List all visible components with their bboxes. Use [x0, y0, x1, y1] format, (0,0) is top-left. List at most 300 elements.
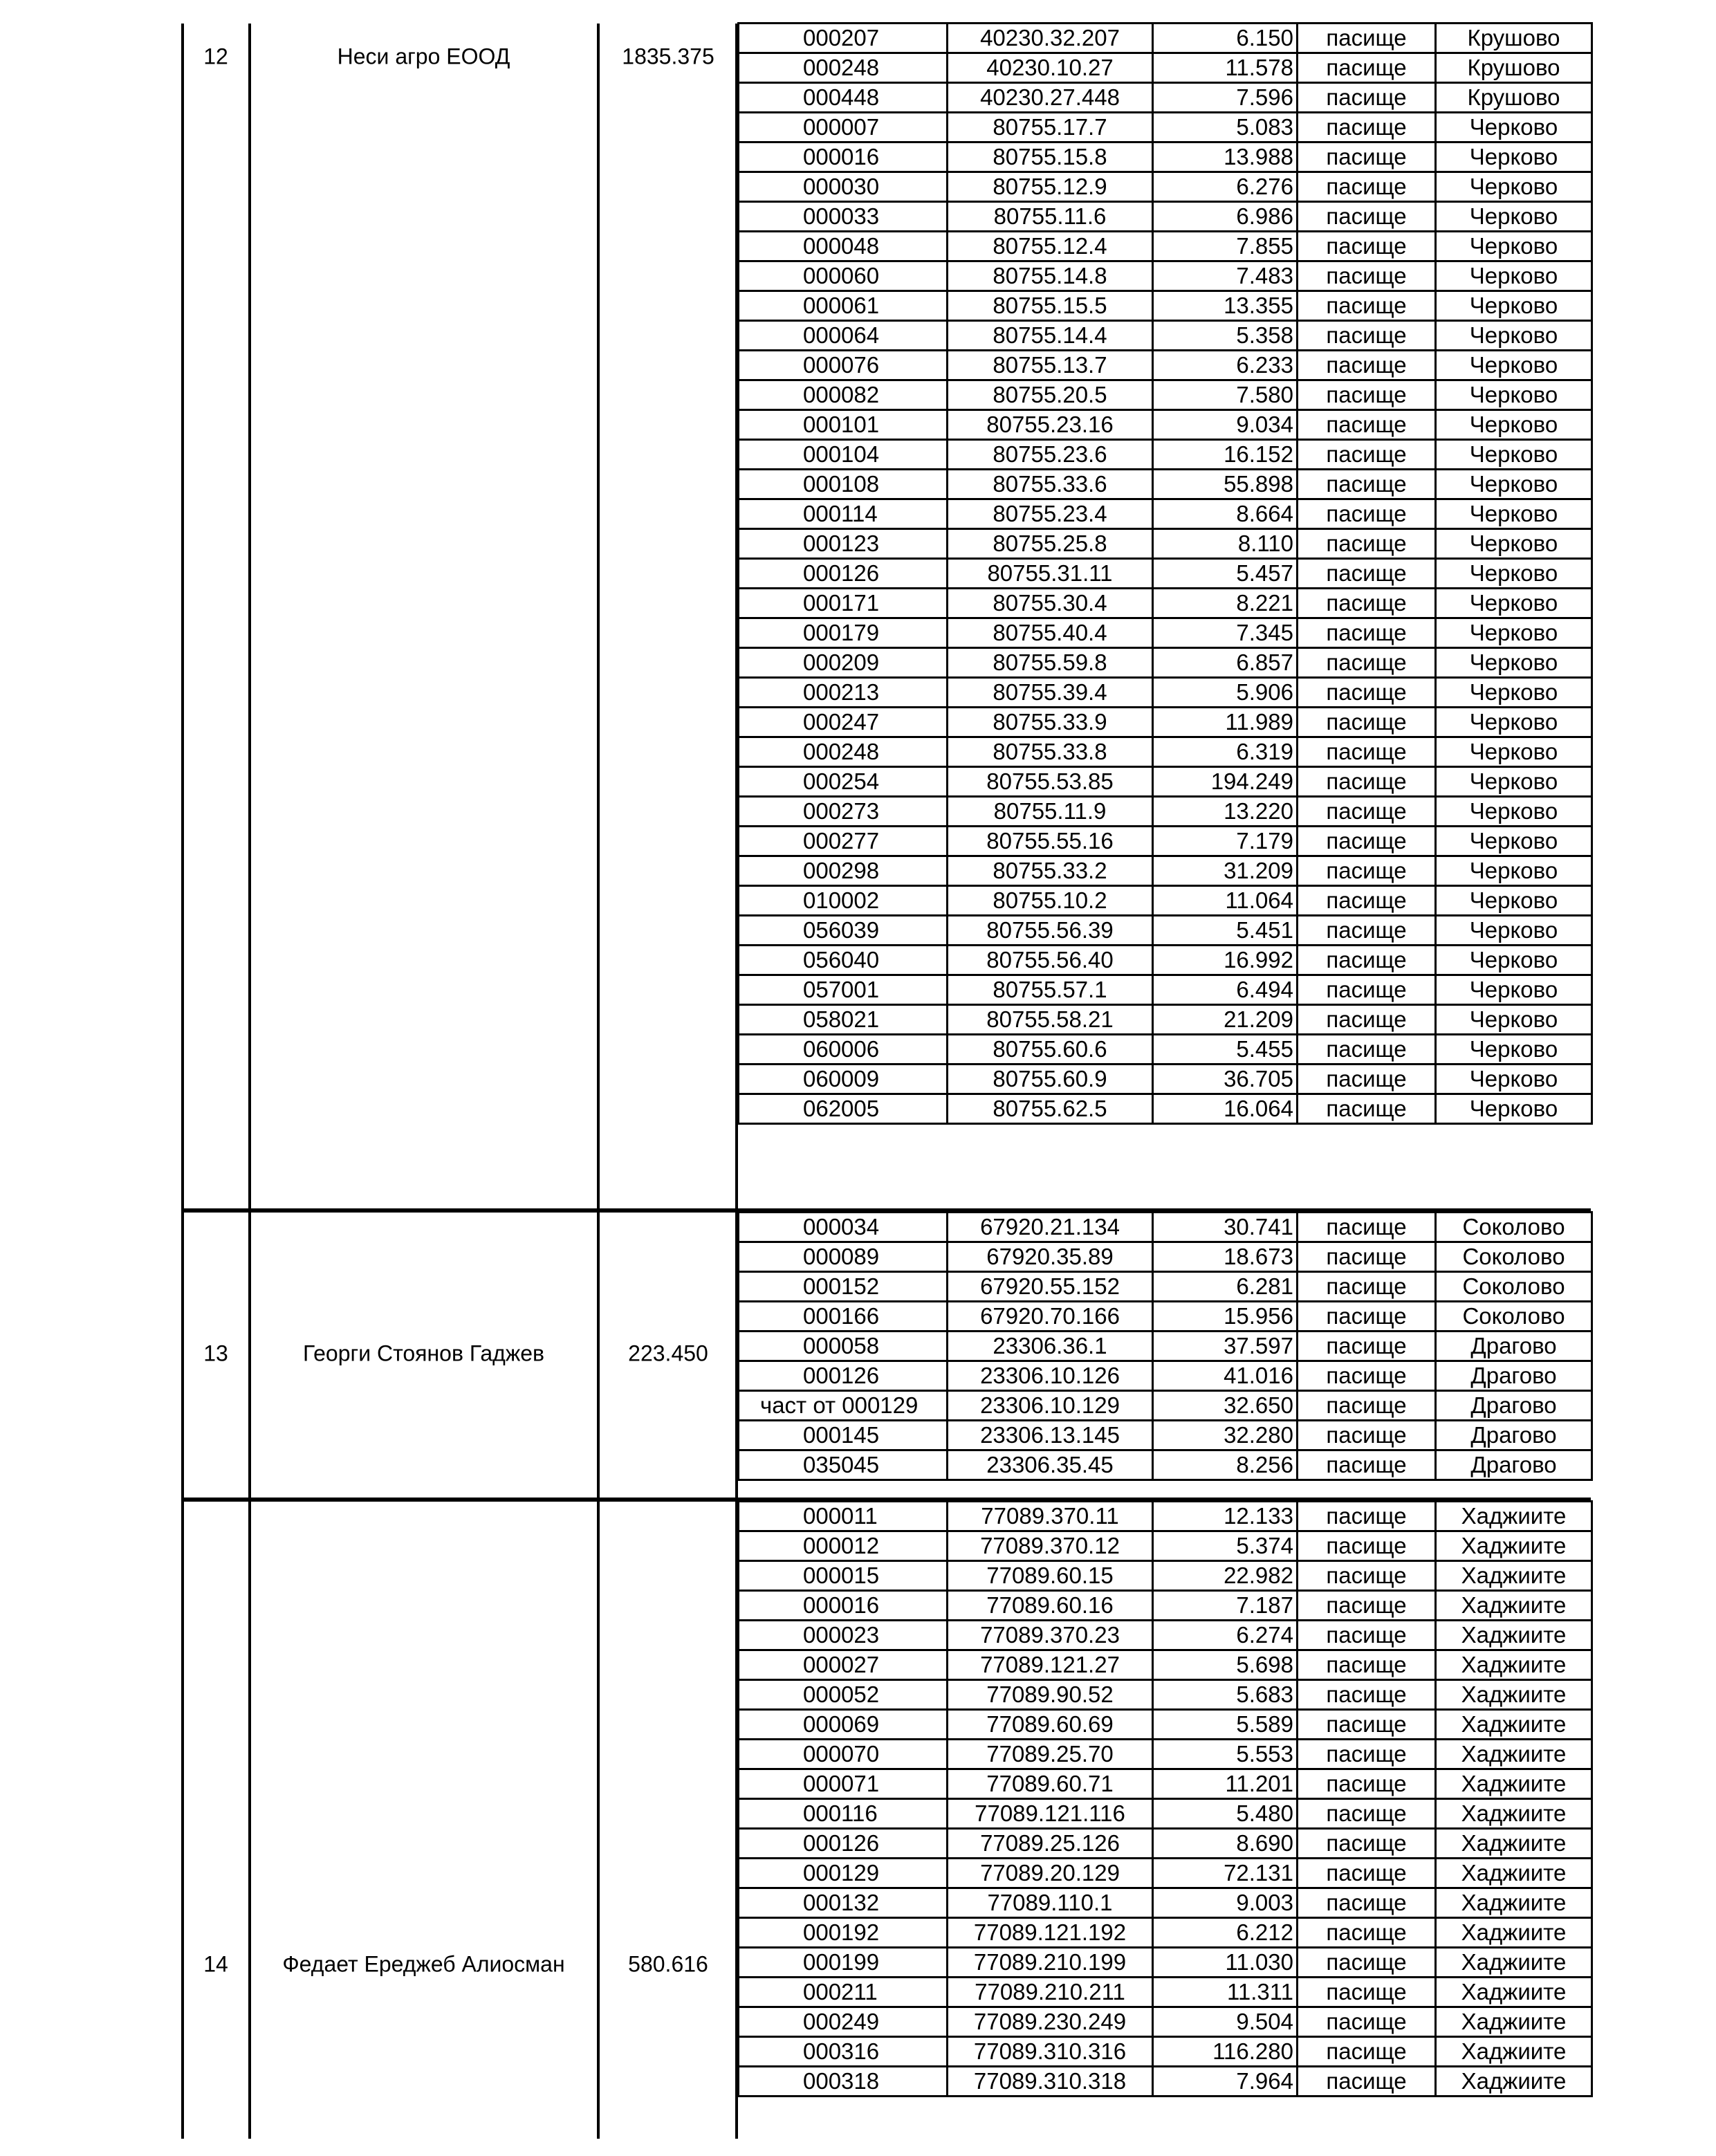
village-cell: Черково [1436, 856, 1592, 886]
total-area: 580.616 [628, 1951, 708, 1977]
table-row [739, 1829, 1592, 1859]
table-row [739, 24, 1592, 53]
land-use-cell: пасище [1298, 2067, 1436, 2097]
table-row [739, 2037, 1592, 2067]
land-use-cell: пасище [1298, 946, 1436, 975]
village-cell: Черково [1436, 589, 1592, 618]
land-use-cell: пасище [1298, 351, 1436, 380]
land-use-cell: пасище [1298, 827, 1436, 856]
area-cell: 13.220 [1153, 797, 1298, 827]
table-row [739, 1421, 1592, 1450]
village-cell: Хаджиите [1436, 1591, 1592, 1621]
table-row [739, 172, 1592, 202]
table-row [739, 1948, 1592, 1978]
land-use-cell: пасище [1298, 53, 1436, 83]
village-cell: Черково [1436, 767, 1592, 797]
parcel-id-cell: 000011 [739, 1502, 948, 1531]
area-cell: 6.494 [1153, 975, 1298, 1005]
land-use-cell: пасище [1298, 1302, 1436, 1332]
cadastral-id-cell: 80755.33.9 [948, 708, 1153, 737]
village-cell: Черково [1436, 470, 1592, 499]
group-number: 14 [203, 1951, 228, 1977]
village-cell: Черково [1436, 351, 1592, 380]
land-use-cell: пасище [1298, 1918, 1436, 1948]
area-cell: 7.187 [1153, 1591, 1298, 1621]
land-use-cell: пасище [1298, 589, 1436, 618]
parcel-id-cell: 000126 [739, 1361, 948, 1391]
village-cell: Черково [1436, 172, 1592, 202]
land-use-cell: пасище [1298, 648, 1436, 678]
cadastral-id-cell: 80755.33.6 [948, 470, 1153, 499]
table-row [739, 737, 1592, 767]
cadastral-id-cell: 23306.36.1 [948, 1332, 1153, 1361]
area-cell: 22.982 [1153, 1561, 1298, 1591]
village-cell: Черково [1436, 559, 1592, 589]
table-row [739, 1531, 1592, 1561]
owner-name: Георги Стоянов Гаджев [302, 1340, 545, 1366]
land-use-cell: пасище [1298, 529, 1436, 559]
table-row [739, 499, 1592, 529]
table-row [739, 1918, 1592, 1948]
cadastral-id-cell: 80755.60.6 [948, 1035, 1153, 1065]
table-row [739, 678, 1592, 708]
land-use-cell: пасище [1298, 1978, 1436, 2007]
table-row [739, 1302, 1592, 1332]
cadastral-id-cell: 77089.121.192 [948, 1918, 1153, 1948]
area-cell: 16.992 [1153, 946, 1298, 975]
parcel-id-cell: 000007 [739, 113, 948, 142]
village-cell: Черково [1436, 440, 1592, 470]
cadastral-id-cell: 80755.62.5 [948, 1094, 1153, 1124]
area-cell: 6.150 [1153, 24, 1298, 53]
village-cell: Драгово [1436, 1361, 1592, 1391]
area-cell: 6.212 [1153, 1918, 1298, 1948]
village-cell: Хаджиите [1436, 1888, 1592, 1918]
land-use-cell: пасище [1298, 678, 1436, 708]
cadastral-id-cell: 80755.56.40 [948, 946, 1153, 975]
area-cell: 6.857 [1153, 648, 1298, 678]
land-use-cell: пасище [1298, 83, 1436, 113]
parcel-id-cell: 000211 [739, 1978, 948, 2007]
parcel-table [737, 1211, 1593, 1481]
table-row [739, 440, 1592, 470]
land-use-cell: пасище [1298, 499, 1436, 529]
area-cell: 5.906 [1153, 678, 1298, 708]
land-use-cell: пасище [1298, 797, 1436, 827]
cadastral-id-cell: 77089.110.1 [948, 1888, 1153, 1918]
parcel-id-cell: 000171 [739, 589, 948, 618]
parcel-id-cell: 000254 [739, 767, 948, 797]
village-cell: Черково [1436, 1005, 1592, 1035]
table-row [739, 827, 1592, 856]
cadastral-id-cell: 80755.13.7 [948, 351, 1153, 380]
table-row [739, 291, 1592, 321]
parcel-id-cell: 000030 [739, 172, 948, 202]
cadastral-id-cell: 80755.10.2 [948, 886, 1153, 916]
cadastral-id-cell: 77089.121.27 [948, 1650, 1153, 1680]
table-row [739, 1799, 1592, 1829]
cadastral-id-cell: 77089.121.116 [948, 1799, 1153, 1829]
village-cell: Черково [1436, 232, 1592, 261]
area-cell: 7.345 [1153, 618, 1298, 648]
parcel-id-cell: част от 000129 [739, 1391, 948, 1421]
cadastral-id-cell: 23306.13.145 [948, 1421, 1153, 1450]
village-cell: Хаджиите [1436, 1502, 1592, 1531]
area-cell: 11.989 [1153, 708, 1298, 737]
cadastral-id-cell: 40230.10.27 [948, 53, 1153, 83]
village-cell: Соколово [1436, 1213, 1592, 1242]
area-cell: 15.956 [1153, 1302, 1298, 1332]
village-cell: Хаджиите [1436, 1531, 1592, 1561]
area-cell: 32.650 [1153, 1391, 1298, 1421]
village-cell: Черково [1436, 1035, 1592, 1065]
village-cell: Черково [1436, 261, 1592, 291]
land-use-cell: пасище [1298, 2037, 1436, 2067]
parcel-id-cell: 000277 [739, 827, 948, 856]
village-cell: Черково [1436, 113, 1592, 142]
parcel-id-cell: 000126 [739, 1829, 948, 1859]
land-use-cell: пасище [1298, 1361, 1436, 1391]
cadastral-id-cell: 80755.40.4 [948, 618, 1153, 648]
parcel-id-cell: 060009 [739, 1065, 948, 1094]
left-border [181, 24, 184, 2139]
parcel-id-cell: 000249 [739, 2007, 948, 2037]
parcel-id-cell: 000132 [739, 1888, 948, 1918]
area-cell: 8.110 [1153, 529, 1298, 559]
cadastral-id-cell: 80755.53.85 [948, 767, 1153, 797]
village-cell: Черково [1436, 529, 1592, 559]
area-cell: 7.855 [1153, 232, 1298, 261]
cadastral-id-cell: 23306.10.126 [948, 1361, 1153, 1391]
table-row [739, 767, 1592, 797]
cadastral-id-cell: 67920.21.134 [948, 1213, 1153, 1242]
village-cell: Хаджиите [1436, 1829, 1592, 1859]
land-use-cell: пасище [1298, 1502, 1436, 1531]
cadastral-id-cell: 80755.23.16 [948, 410, 1153, 440]
parcel-id-cell: 000123 [739, 529, 948, 559]
cadastral-id-cell: 80755.23.4 [948, 499, 1153, 529]
area-cell: 6.319 [1153, 737, 1298, 767]
group-number: 13 [203, 1340, 228, 1366]
land-use-cell: пасище [1298, 440, 1436, 470]
parcel-id-cell: 000052 [739, 1680, 948, 1710]
land-use-cell: пасище [1298, 1650, 1436, 1680]
table-row [739, 1391, 1592, 1421]
land-use-cell: пасище [1298, 1829, 1436, 1859]
village-cell: Черково [1436, 1094, 1592, 1124]
parcel-id-cell: 000209 [739, 648, 948, 678]
area-cell: 5.589 [1153, 1710, 1298, 1740]
parcel-id-cell: 000179 [739, 618, 948, 648]
parcel-id-cell: 000316 [739, 2037, 948, 2067]
table-row [739, 589, 1592, 618]
village-cell: Крушово [1436, 83, 1592, 113]
cadastral-id-cell: 67920.70.166 [948, 1302, 1153, 1332]
parcel-id-cell: 000298 [739, 856, 948, 886]
cadastral-id-cell: 23306.35.45 [948, 1450, 1153, 1480]
parcel-id-cell: 000104 [739, 440, 948, 470]
cadastral-id-cell: 80755.33.2 [948, 856, 1153, 886]
parcel-id-cell: 000101 [739, 410, 948, 440]
village-cell: Черково [1436, 202, 1592, 232]
village-cell: Крушово [1436, 24, 1592, 53]
cadastral-id-cell: 80755.59.8 [948, 648, 1153, 678]
land-use-cell: пасище [1298, 232, 1436, 261]
parcel-id-cell: 010002 [739, 886, 948, 916]
table-row [739, 1272, 1592, 1302]
parcel-id-cell: 000060 [739, 261, 948, 291]
land-use-cell: пасище [1298, 975, 1436, 1005]
area-cell: 5.553 [1153, 1740, 1298, 1769]
cadastral-id-cell: 40230.27.448 [948, 83, 1153, 113]
parcel-id-cell: 000207 [739, 24, 948, 53]
parcel-id-cell: 060006 [739, 1035, 948, 1065]
parcel-id-cell: 000023 [739, 1621, 948, 1650]
parcel-id-cell: 000027 [739, 1650, 948, 1680]
table-row [739, 1332, 1592, 1361]
cadastral-id-cell: 77089.310.318 [948, 2067, 1153, 2097]
table-row [739, 1978, 1592, 2007]
village-cell: Соколово [1436, 1302, 1592, 1332]
parcel-table [737, 22, 1593, 1125]
table-row [739, 1502, 1592, 1531]
area-cell: 41.016 [1153, 1361, 1298, 1391]
cadastral-id-cell: 77089.310.316 [948, 2037, 1153, 2067]
area-cell: 5.083 [1153, 113, 1298, 142]
area-cell: 6.233 [1153, 351, 1298, 380]
parcel-id-cell: 058021 [739, 1005, 948, 1035]
table-row [739, 202, 1592, 232]
cadastral-id-cell: 80755.58.21 [948, 1005, 1153, 1035]
land-use-cell: пасище [1298, 24, 1436, 53]
cadastral-id-cell: 80755.15.8 [948, 142, 1153, 172]
land-use-cell: пасище [1298, 142, 1436, 172]
land-use-cell: пасище [1298, 410, 1436, 440]
table-row [739, 708, 1592, 737]
land-use-cell: пасище [1298, 2007, 1436, 2037]
village-cell: Соколово [1436, 1242, 1592, 1272]
parcel-id-cell: 000015 [739, 1561, 948, 1591]
cadastral-id-cell: 77089.370.23 [948, 1621, 1153, 1650]
area-cell: 5.374 [1153, 1531, 1298, 1561]
village-cell: Черково [1436, 410, 1592, 440]
table-row [739, 1065, 1592, 1094]
area-cell: 18.673 [1153, 1242, 1298, 1272]
cadastral-id-cell: 77089.25.70 [948, 1740, 1153, 1769]
area-cell: 72.131 [1153, 1859, 1298, 1888]
village-cell: Драгово [1436, 1450, 1592, 1480]
cadastral-id-cell: 80755.12.4 [948, 232, 1153, 261]
parcel-id-cell: 000192 [739, 1918, 948, 1948]
village-cell: Черково [1436, 678, 1592, 708]
area-cell: 16.152 [1153, 440, 1298, 470]
parcel-id-cell: 000273 [739, 797, 948, 827]
village-cell: Черково [1436, 975, 1592, 1005]
parcel-id-cell: 000061 [739, 291, 948, 321]
land-use-cell: пасище [1298, 1769, 1436, 1799]
cadastral-id-cell: 80755.56.39 [948, 916, 1153, 946]
land-use-cell: пасище [1298, 708, 1436, 737]
area-cell: 7.964 [1153, 2067, 1298, 2097]
area-cell: 21.209 [1153, 1005, 1298, 1035]
area-cell: 5.683 [1153, 1680, 1298, 1710]
land-use-cell: пасище [1298, 1421, 1436, 1450]
cadastral-id-cell: 77089.370.12 [948, 1531, 1153, 1561]
land-use-cell: пасище [1298, 1948, 1436, 1978]
area-cell: 7.580 [1153, 380, 1298, 410]
land-use-cell: пасище [1298, 1094, 1436, 1124]
area-cell: 32.280 [1153, 1421, 1298, 1450]
land-use-cell: пасище [1298, 113, 1436, 142]
parcel-id-cell: 000248 [739, 53, 948, 83]
land-use-cell: пасище [1298, 380, 1436, 410]
land-use-cell: пасище [1298, 1005, 1436, 1035]
cadastral-id-cell: 80755.11.6 [948, 202, 1153, 232]
village-cell: Черково [1436, 886, 1592, 916]
village-cell: Хаджиите [1436, 2037, 1592, 2067]
parcel-id-cell: 000152 [739, 1272, 948, 1302]
table-row [739, 1213, 1592, 1242]
table-row [739, 1561, 1592, 1591]
owner-name: Федает Ереджеб Алиосман [282, 1951, 565, 1977]
table-row [739, 886, 1592, 916]
area-cell: 11.578 [1153, 53, 1298, 83]
cadastral-id-cell: 77089.210.211 [948, 1978, 1153, 2007]
area-cell: 6.276 [1153, 172, 1298, 202]
land-use-cell: пасище [1298, 1710, 1436, 1740]
parcel-id-cell: 057001 [739, 975, 948, 1005]
cadastral-id-cell: 80755.23.6 [948, 440, 1153, 470]
area-cell: 36.705 [1153, 1065, 1298, 1094]
cadastral-id-cell: 80755.14.8 [948, 261, 1153, 291]
cadastral-id-cell: 77089.370.11 [948, 1502, 1153, 1531]
parcel-id-cell: 000016 [739, 1591, 948, 1621]
table-row [739, 261, 1592, 291]
village-cell: Хаджиите [1436, 1769, 1592, 1799]
village-cell: Хаджиите [1436, 1680, 1592, 1710]
cadastral-id-cell: 40230.32.207 [948, 24, 1153, 53]
parcel-id-cell: 000058 [739, 1332, 948, 1361]
table-row [739, 1710, 1592, 1740]
parcel-table [737, 1500, 1593, 2097]
area-cell: 7.179 [1153, 827, 1298, 856]
cadastral-id-cell: 77089.20.129 [948, 1859, 1153, 1888]
village-cell: Черково [1436, 618, 1592, 648]
area-cell: 7.596 [1153, 83, 1298, 113]
village-cell: Хаджиите [1436, 2007, 1592, 2037]
area-cell: 5.480 [1153, 1799, 1298, 1829]
parcel-id-cell: 000064 [739, 321, 948, 351]
land-use-cell: пасище [1298, 1332, 1436, 1361]
area-cell: 8.256 [1153, 1450, 1298, 1480]
parcel-id-cell: 000016 [739, 142, 948, 172]
table-row [739, 1242, 1592, 1272]
parcel-id-cell: 000114 [739, 499, 948, 529]
cadastral-id-cell: 80755.55.16 [948, 827, 1153, 856]
parcel-id-cell: 000069 [739, 1710, 948, 1740]
table-row [739, 1361, 1592, 1391]
parcel-id-cell: 000145 [739, 1421, 948, 1450]
cadastral-id-cell: 77089.60.16 [948, 1591, 1153, 1621]
parcel-id-cell: 000126 [739, 559, 948, 589]
land-use-cell: пасище [1298, 1888, 1436, 1918]
parcel-id-cell: 000071 [739, 1769, 948, 1799]
parcel-id-cell: 000116 [739, 1799, 948, 1829]
village-cell: Драгово [1436, 1421, 1592, 1450]
table-row [739, 648, 1592, 678]
cadastral-id-cell: 23306.10.129 [948, 1391, 1153, 1421]
table-row [739, 351, 1592, 380]
table-row [739, 1621, 1592, 1650]
land-use-cell: пасище [1298, 1035, 1436, 1065]
area-cell: 5.451 [1153, 916, 1298, 946]
parcel-id-cell: 000034 [739, 1213, 948, 1242]
land-use-cell: пасище [1298, 1799, 1436, 1829]
table-row [739, 1005, 1592, 1035]
village-cell: Хаджиите [1436, 1948, 1592, 1978]
area-cell: 37.597 [1153, 1332, 1298, 1361]
village-cell: Черково [1436, 1065, 1592, 1094]
land-use-cell: пасище [1298, 1680, 1436, 1710]
land-use-cell: пасище [1298, 1591, 1436, 1621]
cadastral-id-cell: 77089.60.71 [948, 1769, 1153, 1799]
land-use-cell: пасище [1298, 1391, 1436, 1421]
land-use-cell: пасище [1298, 470, 1436, 499]
area-cell: 8.221 [1153, 589, 1298, 618]
parcel-id-cell: 056039 [739, 916, 948, 946]
cadastral-id-cell: 80755.30.4 [948, 589, 1153, 618]
parcel-id-cell: 000089 [739, 1242, 948, 1272]
area-cell: 11.311 [1153, 1978, 1298, 2007]
village-cell: Черково [1436, 142, 1592, 172]
village-cell: Хаджиите [1436, 1650, 1592, 1680]
column-divider [248, 24, 251, 2139]
parcel-id-cell: 000108 [739, 470, 948, 499]
land-use-cell: пасище [1298, 1740, 1436, 1769]
cadastral-id-cell: 80755.57.1 [948, 975, 1153, 1005]
area-cell: 9.034 [1153, 410, 1298, 440]
area-cell: 11.064 [1153, 886, 1298, 916]
parcel-id-cell: 056040 [739, 946, 948, 975]
table-row [739, 1740, 1592, 1769]
column-divider [597, 24, 600, 2139]
village-cell: Черково [1436, 737, 1592, 767]
area-cell: 30.741 [1153, 1213, 1298, 1242]
cadastral-id-cell: 80755.12.9 [948, 172, 1153, 202]
cadastral-id-cell: 80755.14.4 [948, 321, 1153, 351]
table-row [739, 410, 1592, 440]
land-use-cell: пасище [1298, 1621, 1436, 1650]
land-use-cell: пасище [1298, 1272, 1436, 1302]
cadastral-id-cell: 80755.17.7 [948, 113, 1153, 142]
land-use-cell: пасище [1298, 618, 1436, 648]
area-cell: 8.690 [1153, 1829, 1298, 1859]
parcel-id-cell: 000248 [739, 737, 948, 767]
land-use-cell: пасище [1298, 886, 1436, 916]
table-row [739, 1035, 1592, 1065]
area-cell: 194.249 [1153, 767, 1298, 797]
village-cell: Черково [1436, 648, 1592, 678]
parcel-id-cell: 000247 [739, 708, 948, 737]
group-number: 12 [203, 44, 228, 69]
parcel-id-cell: 035045 [739, 1450, 948, 1480]
table-row [739, 142, 1592, 172]
area-cell: 55.898 [1153, 470, 1298, 499]
cadastral-id-cell: 80755.39.4 [948, 678, 1153, 708]
land-use-cell: пасище [1298, 559, 1436, 589]
cadastral-id-cell: 77089.60.15 [948, 1561, 1153, 1591]
parcel-id-cell: 000082 [739, 380, 948, 410]
